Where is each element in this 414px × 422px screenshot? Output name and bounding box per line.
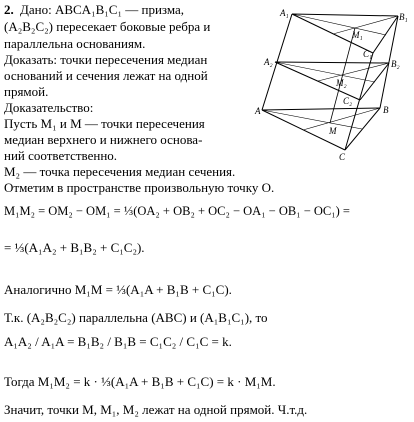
conclusion: Значит, точки M, M₁, M₂ лежат на одной прямой. Ч.т.д. — [4, 402, 308, 417]
proof-heading: Доказательство: — [4, 100, 94, 115]
label-A2: A₂ — [264, 57, 273, 67]
proof-line-3: ний соответственно. — [4, 148, 118, 163]
label-M2: M₂ — [336, 78, 347, 88]
proof-line-4: M₂ — точка пересечения медиан сечения. — [4, 164, 236, 179]
prism-figure — [255, 4, 408, 164]
prove-line-3: прямой. — [4, 84, 49, 99]
vector-equation-2: = ⅓(A₁A₂ + B₁B₂ + C₁C₂). — [4, 240, 145, 255]
proof-line-5: Отметим в пространстве произвольную точку O. — [4, 180, 275, 195]
then-equation: Тогда M₁M₂ = k · ⅓(A₁A + B₁B + C₁C) = k · M₁M. — [4, 374, 276, 389]
similar-equation: Аналогично M₁M = ⅓(A₁A + B₁B + C₁C). — [4, 282, 232, 297]
label-M: M — [329, 126, 337, 136]
vector-equation-1: M₁M₂ = OM₂ − OM₁ = ⅓(OA₂ + OB₂ + OC₂ − OA₁ − OB₁ − OC₁) = — [4, 204, 350, 218]
label-C1: C₁ — [363, 49, 373, 59]
label-A1: A₁ — [280, 8, 289, 18]
problem-number: 2. — [4, 2, 14, 17]
label-B2: B₂ — [391, 59, 400, 69]
label-C: C — [339, 152, 346, 162]
label-C2: C₂ — [343, 96, 353, 106]
label-B1: B₁ — [399, 12, 408, 22]
given-line-3: параллельна основаниям. — [4, 36, 146, 51]
label-M1: M₁ — [352, 30, 363, 40]
label-A: A — [255, 106, 261, 116]
proof-line-1: Пусть M₁ и M — точки пересечения — [4, 116, 205, 131]
label-B: B — [383, 105, 389, 115]
parallel-statement: Т.к. (A₂B₂C₂) параллельна (ABC) и (A₁B₁C₁), то — [4, 310, 268, 325]
given-line-1: Дано: ABCA₁B₁C₁ — призма, — [20, 2, 185, 17]
ratio-equation: A₁A₂ / A₁A = B₁B₂ / B₁B = C₁C₂ / C₁C = k. — [4, 334, 232, 349]
given-line-2: (A₂B₂C₂) пересекает боковые ребра и — [4, 19, 211, 34]
prove-line-1: Доказать: точки пересечения медиан — [4, 52, 208, 67]
prove-line-2: оснований и сечения лежат на одной — [4, 68, 208, 83]
proof-line-2: медиан верхнего и нижнего основа- — [4, 132, 203, 147]
